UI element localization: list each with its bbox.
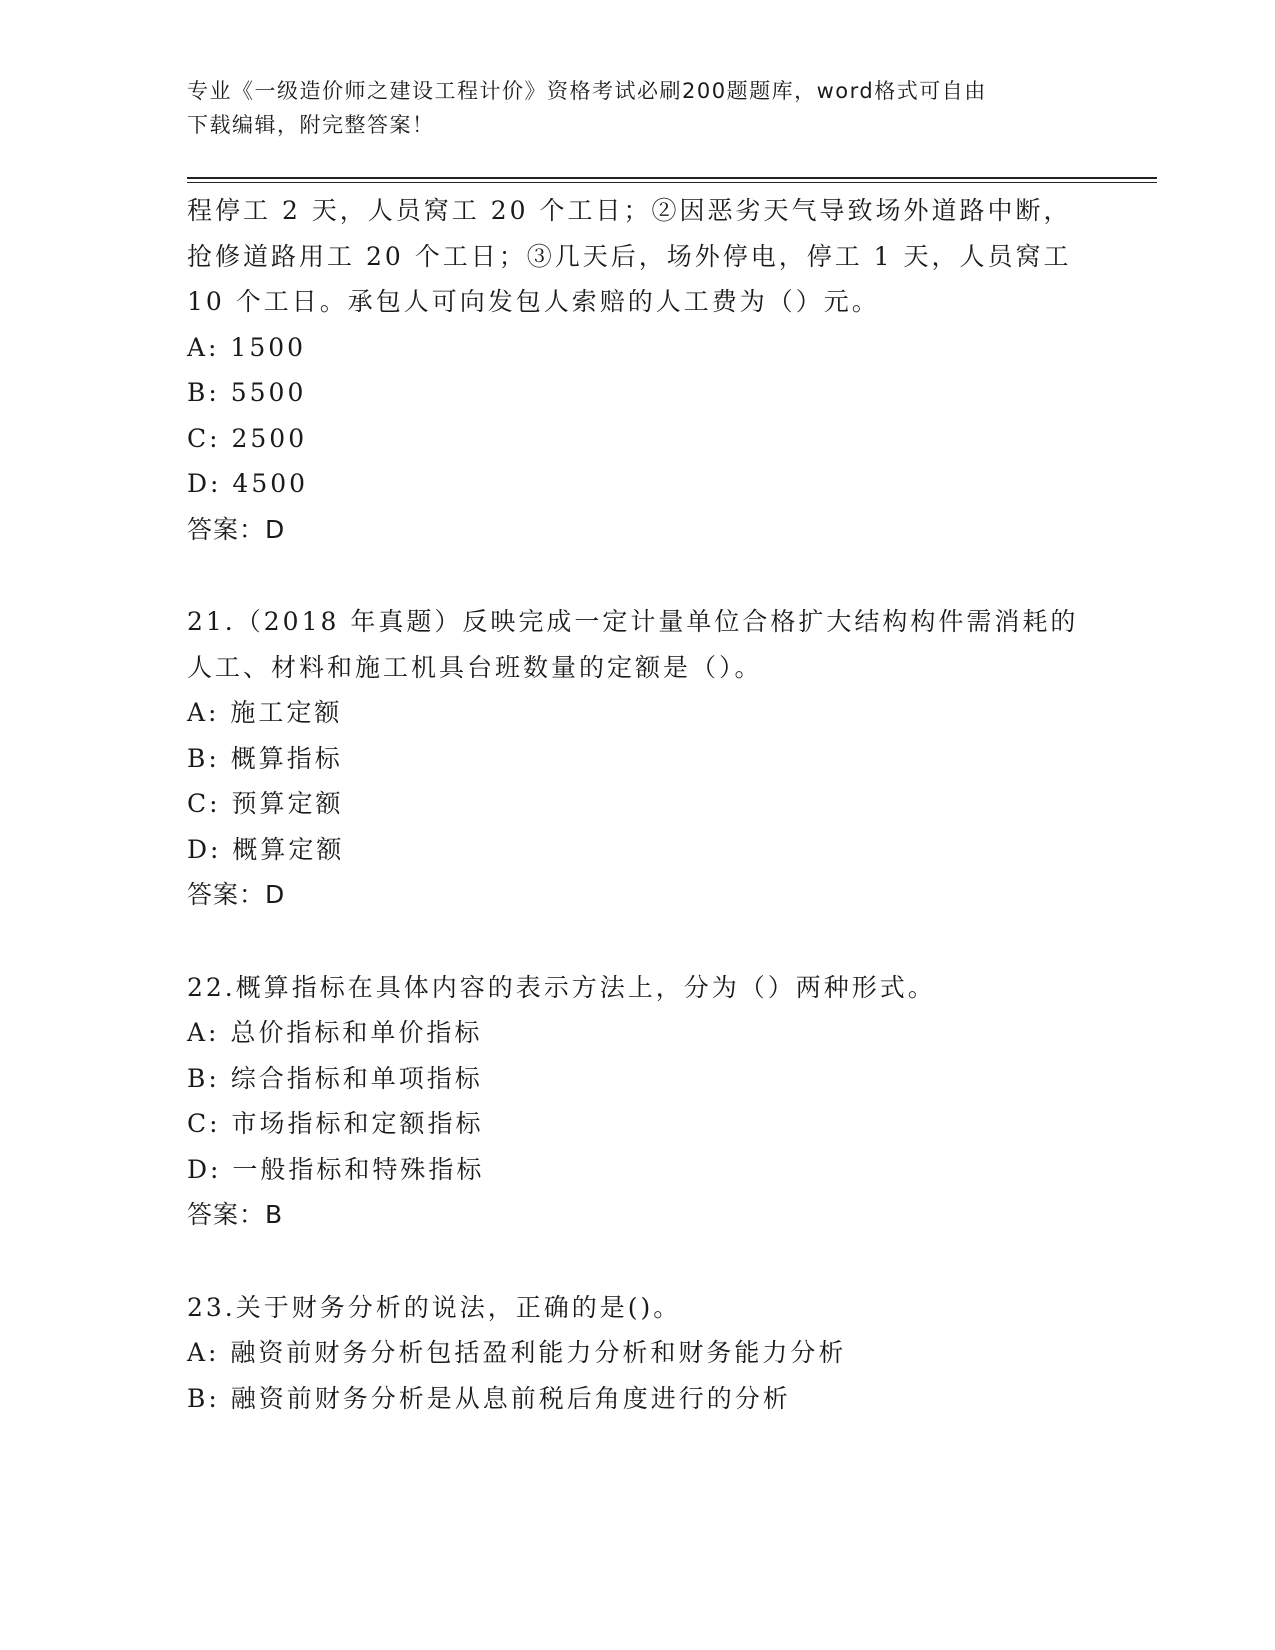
option-b: B: 概算指标 <box>187 743 343 773</box>
question-gap <box>187 1238 1087 1285</box>
option-a: A: 施工定额 <box>187 698 343 727</box>
option-b: B: 5500 <box>187 378 307 407</box>
question-21 <box>187 599 1087 918</box>
question-stem-line: 23.关于财务分析的说法，正确的是()。 <box>187 1292 682 1322</box>
header-divider-thin <box>187 182 1157 183</box>
question-stem-line: 程停工 2 天，人员窝工 20 个工日；②因恶劣天气导致场外道路中断， <box>187 196 1072 225</box>
page-header <box>187 74 1067 142</box>
document-body <box>187 188 1087 1421</box>
option-a: A: 1500 <box>187 332 307 362</box>
question-stem-line: 21.（2018 年真题）反映完成一定计量单位合格扩大结构构件需消耗的 <box>187 607 1079 636</box>
answer-line: 答案：D <box>187 880 286 909</box>
header-line-1: 专业《一级造价师之建设工程计价》资格考试必刷200题题库，word格式可自由 <box>187 79 987 103</box>
option-c: C: 市场指标和定额指标 <box>187 1109 484 1138</box>
option-d: D: 一般指标和特殊指标 <box>187 1154 485 1184</box>
question-gap <box>187 918 1087 965</box>
option-c: C: 预算定额 <box>187 789 344 818</box>
header-line-2: 下载编辑，附完整答案！ <box>187 113 435 137</box>
question-stem-line: 抢修道路用工 20 个工日；③几天后，场外停电，停工 1 天，人员窝工 <box>187 241 1072 271</box>
option-a: A: 总价指标和单价指标 <box>187 1018 483 1047</box>
option-c: C: 2500 <box>187 423 308 453</box>
header-divider-thick <box>187 177 1157 179</box>
question-22 <box>187 965 1087 1238</box>
question-stem-line: 22.概算指标在具体内容的表示方法上，分为（）两种形式。 <box>187 972 936 1002</box>
question-20 <box>187 188 1087 552</box>
option-a: A: 融资前财务分析包括盈利能力分析和财务能力分析 <box>187 1338 847 1367</box>
answer-line: 答案：B <box>187 1200 284 1229</box>
question-stem-line: 10 个工日。承包人可向发包人索赔的人工费为（）元。 <box>187 287 880 316</box>
option-b: B: 融资前财务分析是从息前税后角度进行的分析 <box>187 1383 791 1413</box>
question-stem-line: 人工、材料和施工机具台班数量的定额是（）。 <box>187 652 763 682</box>
question-23 <box>187 1285 1087 1422</box>
option-d: D: 4500 <box>187 469 309 498</box>
question-gap <box>187 552 1087 599</box>
option-d: D: 概算定额 <box>187 834 345 864</box>
answer-line: 答案：D <box>187 514 286 544</box>
option-b: B: 综合指标和单项指标 <box>187 1063 483 1093</box>
